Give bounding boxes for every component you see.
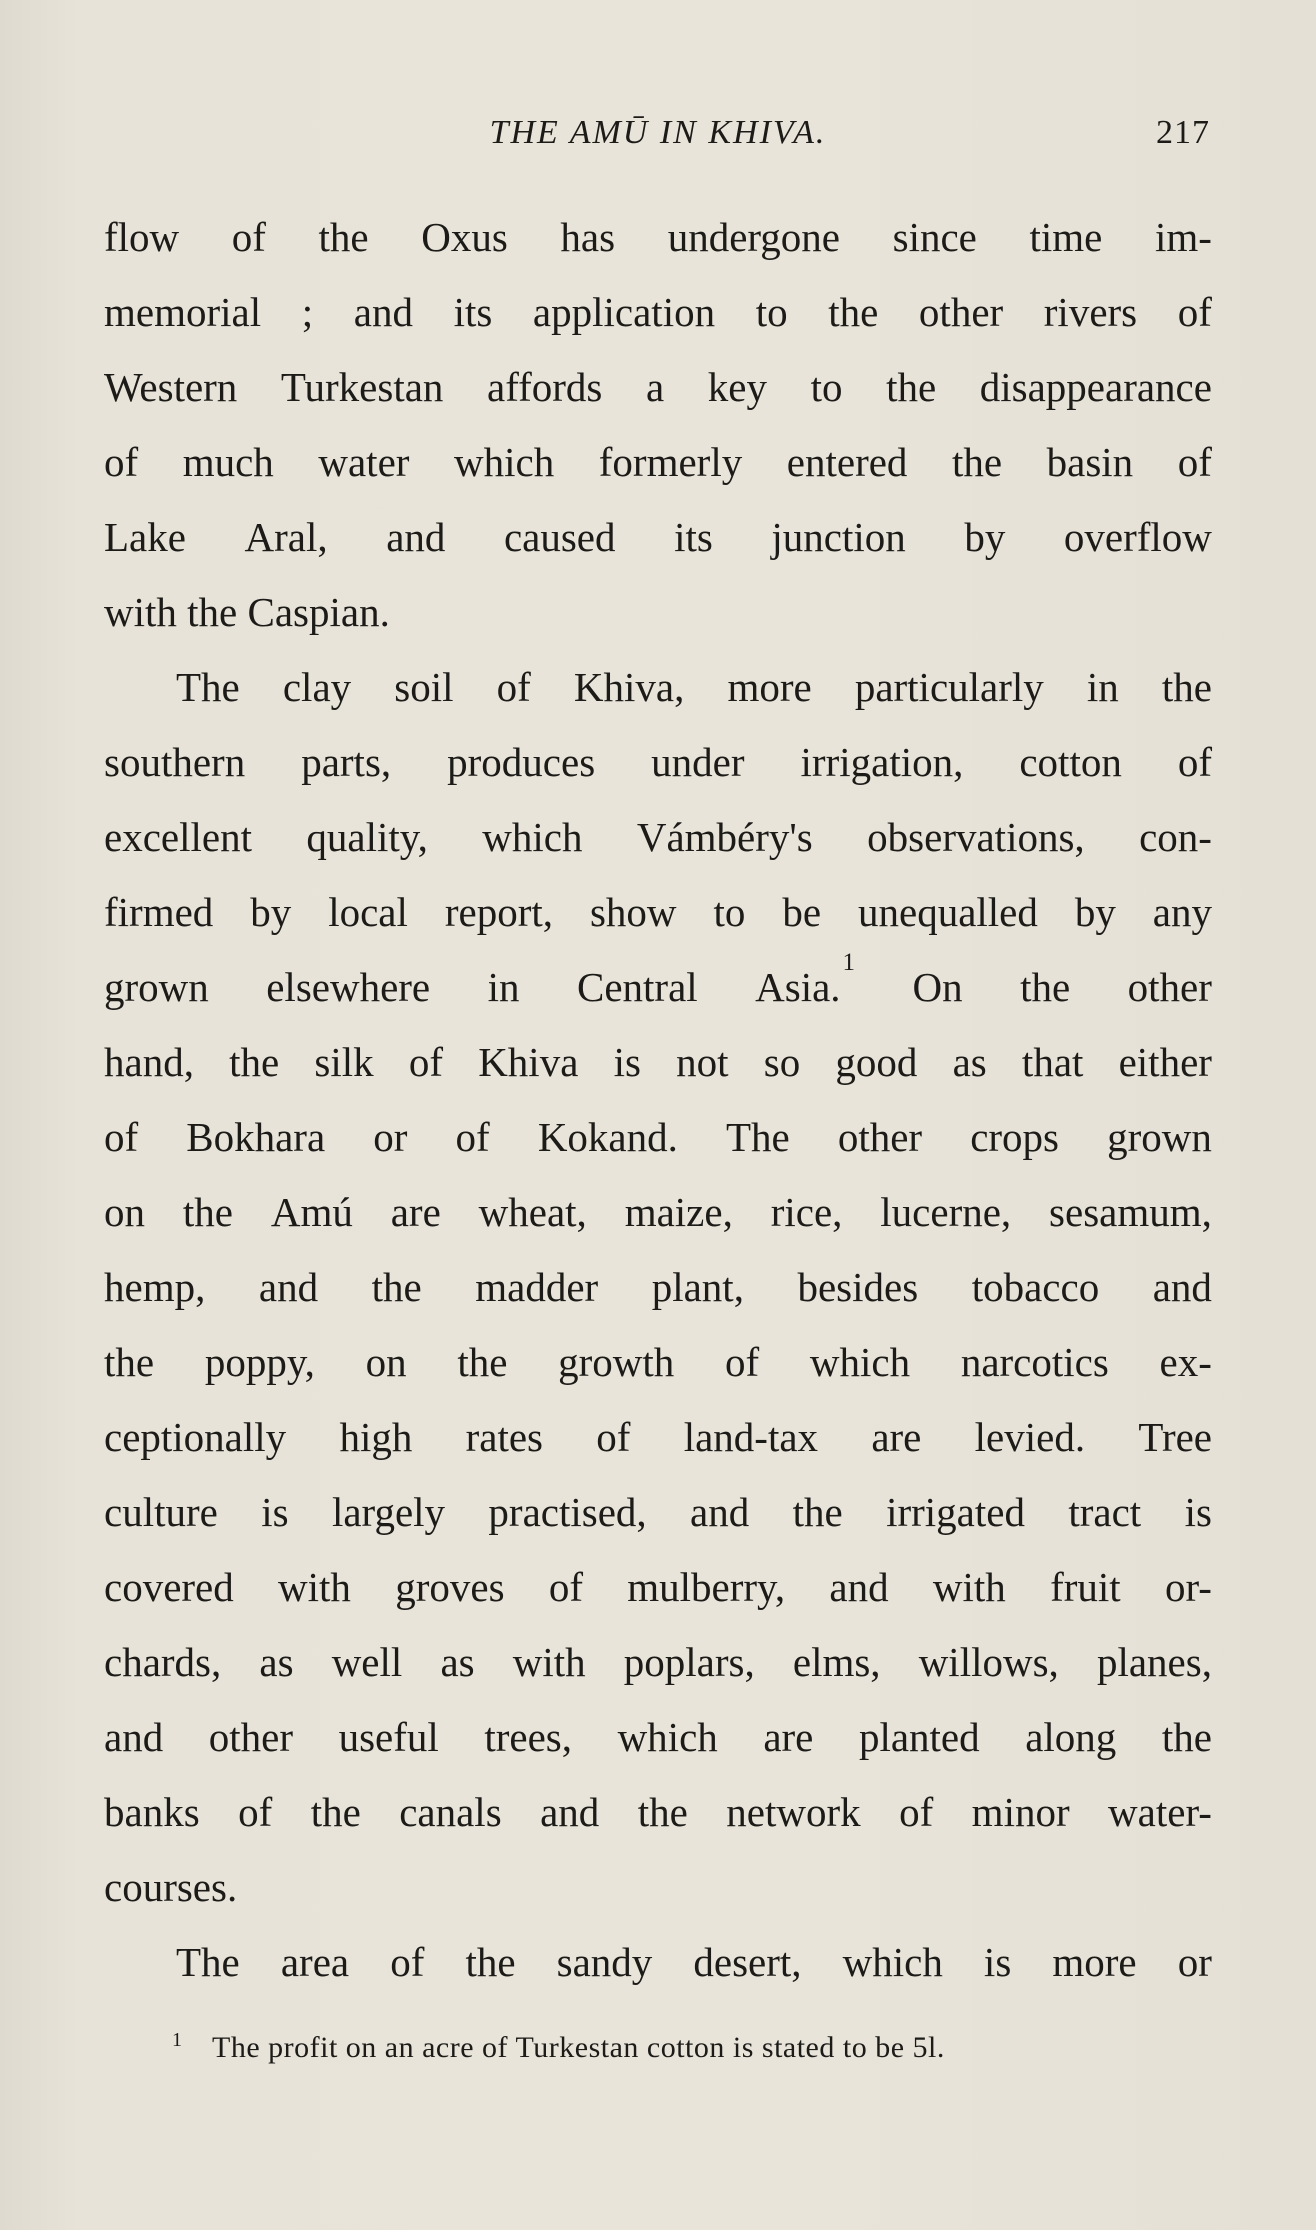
word: show	[589, 889, 677, 935]
word: hemp,	[104, 1264, 206, 1310]
word: land-tax	[683, 1414, 819, 1460]
word: elsewhere	[266, 964, 431, 1010]
word: so	[763, 1039, 801, 1085]
text-line	[104, 275, 1212, 350]
word: which	[842, 1939, 943, 1985]
word: and	[690, 1489, 750, 1535]
word: and	[386, 514, 446, 560]
word: im-	[1154, 214, 1212, 260]
word: on	[365, 1339, 407, 1385]
word: The	[176, 1939, 240, 1985]
word: is	[983, 1939, 1012, 1985]
footnote-reference: 1	[842, 949, 856, 977]
word: Bokhara	[186, 1114, 326, 1160]
word: to	[755, 289, 788, 335]
text-line	[104, 1025, 1212, 1100]
word: madder	[475, 1264, 599, 1310]
word: besides	[797, 1264, 919, 1310]
word: grown	[104, 964, 209, 1010]
word: silk	[314, 1039, 374, 1085]
text-line	[104, 1400, 1212, 1475]
word: flow	[104, 214, 180, 260]
word: or-	[1164, 1564, 1212, 1610]
word: which	[454, 439, 555, 485]
word: culture	[104, 1489, 218, 1535]
text-line	[104, 1775, 1212, 1850]
word: banks	[104, 1789, 200, 1835]
word: Aral,	[244, 514, 328, 560]
word: of	[104, 1114, 139, 1160]
word: Khiva	[478, 1039, 579, 1085]
word: application	[532, 289, 716, 335]
word: of	[455, 1114, 490, 1160]
word: its	[453, 289, 493, 335]
word: water-	[1108, 1789, 1212, 1835]
word: growth	[558, 1339, 675, 1385]
word: other	[1127, 964, 1212, 1010]
word: with	[932, 1564, 1006, 1610]
word: fruit	[1050, 1564, 1121, 1610]
word: junction	[771, 514, 906, 560]
word: key	[707, 364, 767, 410]
word: narcotics	[960, 1339, 1109, 1385]
word: irrigated	[886, 1489, 1025, 1535]
word: the	[318, 214, 369, 260]
word: which	[809, 1339, 911, 1385]
word: is	[1184, 1489, 1212, 1535]
text-line	[104, 200, 1212, 275]
word: groves	[395, 1564, 505, 1610]
word: the	[1161, 1714, 1212, 1760]
word: trees,	[484, 1714, 572, 1760]
word: rice,	[770, 1189, 843, 1235]
word: ceptionally	[104, 1414, 287, 1460]
word: On	[912, 964, 963, 1010]
word: rivers	[1043, 289, 1138, 335]
word: minor	[971, 1789, 1070, 1835]
word: of	[231, 214, 266, 260]
text-line	[104, 1925, 1212, 2000]
word: as	[259, 1639, 294, 1685]
text-line: with the Caspian.	[104, 589, 390, 635]
text-line: courses.	[104, 1864, 238, 1910]
word: entered	[786, 439, 908, 485]
word: crops	[970, 1114, 1060, 1160]
word: The	[725, 1114, 790, 1160]
word: by	[964, 514, 1006, 560]
word: of	[408, 1039, 444, 1085]
word: Tree	[1138, 1414, 1212, 1460]
text-line	[104, 650, 1212, 725]
word: that	[1021, 1039, 1084, 1085]
running-title: THE AMŪ IN KHIVA.	[489, 114, 827, 151]
word: rates	[465, 1414, 544, 1460]
word: southern	[104, 739, 246, 785]
word: of	[104, 439, 139, 485]
word: Khiva,	[573, 664, 685, 710]
word: the	[465, 1939, 516, 1985]
word: by	[1074, 889, 1116, 935]
word: tobacco	[971, 1264, 1100, 1310]
text-line	[104, 1550, 1212, 1625]
word: overflow	[1063, 514, 1212, 560]
word: planted	[858, 1714, 980, 1760]
word: are	[871, 1414, 922, 1460]
word: more	[1052, 1939, 1137, 1985]
word: of	[1177, 289, 1212, 335]
text-line	[104, 800, 1212, 875]
word: ;	[301, 289, 314, 335]
text-line	[104, 875, 1212, 950]
word: excellent	[104, 814, 252, 860]
word: to	[810, 364, 843, 410]
word: good	[835, 1039, 918, 1085]
word: a	[645, 364, 665, 410]
word: ex-	[1159, 1339, 1212, 1385]
word: poppy,	[204, 1339, 315, 1385]
word: of	[548, 1564, 583, 1610]
word: canals	[399, 1789, 502, 1835]
word: water	[318, 439, 410, 485]
word: with	[512, 1639, 586, 1685]
word: poplars,	[623, 1639, 755, 1685]
footnote-text: The profit on an acre of Turkestan cotton is stated to be 5l.	[212, 2031, 945, 2064]
word: Western	[104, 364, 238, 410]
word: soil	[394, 664, 454, 710]
word: the	[792, 1489, 843, 1535]
word: produces	[447, 739, 596, 785]
word: useful	[338, 1714, 439, 1760]
word: irrigation,	[800, 739, 964, 785]
word: the	[1161, 664, 1212, 710]
word: willows,	[918, 1639, 1059, 1685]
text-line	[104, 425, 1212, 500]
word: unequalled	[858, 889, 1038, 935]
word: as	[440, 1639, 475, 1685]
word: report,	[444, 889, 553, 935]
word: and	[353, 289, 413, 335]
word: of	[1177, 439, 1212, 485]
running-head	[0, 108, 1316, 158]
word: tract	[1068, 1489, 1142, 1535]
word: parts,	[301, 739, 392, 785]
word: Kokand.	[537, 1114, 678, 1160]
word: by	[250, 889, 292, 935]
word: elms,	[792, 1639, 881, 1685]
word: has	[560, 214, 616, 260]
word: with	[278, 1564, 351, 1610]
word: which	[617, 1714, 718, 1760]
word: since	[892, 214, 977, 260]
word: in	[1086, 664, 1119, 710]
word: disappearance	[979, 364, 1212, 410]
word: of	[899, 1789, 934, 1835]
word: mulberry,	[627, 1564, 786, 1610]
word: Vámbéry's	[636, 814, 813, 860]
word: of	[390, 1939, 425, 1985]
word: not	[676, 1039, 729, 1085]
word: practised,	[488, 1489, 647, 1535]
word: Turkestan	[280, 364, 444, 410]
text-line	[104, 1475, 1212, 1550]
word: The	[176, 664, 240, 710]
word: well	[331, 1639, 403, 1685]
word: the	[951, 439, 1003, 485]
word: much	[182, 439, 274, 485]
word: to	[713, 889, 746, 935]
word: its	[674, 514, 713, 560]
word: other	[208, 1714, 294, 1760]
footnote	[104, 2028, 1212, 2068]
word: the	[1020, 964, 1071, 1010]
word: memorial	[104, 289, 262, 335]
word: network	[726, 1789, 861, 1835]
word: of	[596, 1414, 631, 1460]
word: or	[1177, 1939, 1212, 1985]
word: the	[457, 1339, 508, 1385]
word: Lake	[104, 514, 186, 560]
text-line	[104, 1625, 1212, 1700]
word: clay	[282, 664, 352, 710]
word: under	[651, 739, 745, 785]
word: planes,	[1096, 1639, 1212, 1685]
word: other	[837, 1114, 923, 1160]
word: time	[1029, 214, 1103, 260]
text-line	[104, 1175, 1212, 1250]
word: particularly	[854, 664, 1044, 710]
word: are	[390, 1189, 441, 1235]
word: maize,	[624, 1189, 733, 1235]
word: any	[1152, 889, 1212, 935]
text-line	[104, 1325, 1212, 1400]
word: undergone	[667, 214, 840, 260]
word: are	[763, 1714, 814, 1760]
text-line	[104, 500, 1212, 575]
word: cotton	[1019, 739, 1122, 785]
word: the	[104, 1339, 155, 1385]
body-text	[104, 200, 1212, 2000]
page-number: 217	[1156, 114, 1210, 151]
word: Central	[576, 964, 698, 1010]
footnote-mark: 1	[172, 2029, 182, 2051]
word: or	[373, 1114, 408, 1160]
word: the	[182, 1189, 233, 1235]
word: chards,	[104, 1639, 222, 1685]
word: observations,	[867, 814, 1085, 860]
word: and	[258, 1264, 319, 1310]
word: hand,	[104, 1039, 194, 1085]
word: the	[828, 289, 879, 335]
word: levied.	[974, 1414, 1086, 1460]
word: of	[725, 1339, 760, 1385]
text-line	[104, 1700, 1212, 1775]
word: the	[637, 1789, 688, 1835]
word: on	[104, 1189, 145, 1235]
word: plant,	[651, 1264, 744, 1310]
word: other	[918, 289, 1004, 335]
word: basin	[1046, 439, 1134, 485]
word: is	[261, 1489, 289, 1535]
word: and	[829, 1564, 889, 1610]
word: area	[280, 1939, 350, 1985]
word: quality,	[306, 814, 428, 860]
word: the	[310, 1789, 361, 1835]
word: lucerne,	[880, 1189, 1012, 1235]
word: and	[540, 1789, 600, 1835]
word: Amú	[270, 1189, 353, 1235]
word: high	[339, 1414, 413, 1460]
word: more	[727, 664, 812, 710]
word: wheat,	[478, 1189, 587, 1235]
text-line	[104, 725, 1212, 800]
word: Oxus	[421, 214, 508, 260]
word: along	[1025, 1714, 1117, 1760]
word: is	[613, 1039, 641, 1085]
word: either	[1118, 1039, 1212, 1085]
word: covered	[104, 1564, 234, 1610]
text-line-with-footnote	[104, 950, 1212, 1025]
word: formerly	[598, 439, 743, 485]
word: the	[229, 1039, 280, 1085]
word: of	[1177, 739, 1212, 785]
word: as	[952, 1039, 987, 1085]
word: and	[104, 1714, 164, 1760]
word: sandy	[556, 1939, 653, 1985]
word: of	[238, 1789, 273, 1835]
word: the	[371, 1264, 422, 1310]
word: Asia.$^1$	[755, 949, 856, 1010]
word: grown	[1107, 1114, 1212, 1160]
word: firmed	[104, 889, 214, 935]
text-line	[104, 1250, 1212, 1325]
text-line	[104, 350, 1212, 425]
text-line	[104, 1100, 1212, 1175]
word: sesamum,	[1049, 1189, 1212, 1235]
word: the	[886, 364, 937, 410]
word: caused	[503, 514, 616, 560]
word: local	[328, 889, 408, 935]
word: largely	[331, 1489, 446, 1535]
word: which	[482, 814, 583, 860]
word: in	[487, 964, 520, 1010]
word: be	[782, 889, 822, 935]
word: desert,	[693, 1939, 802, 1985]
word: con-	[1139, 814, 1212, 860]
word: and	[1152, 1264, 1212, 1310]
word: affords	[487, 364, 603, 410]
word: of	[496, 664, 531, 710]
